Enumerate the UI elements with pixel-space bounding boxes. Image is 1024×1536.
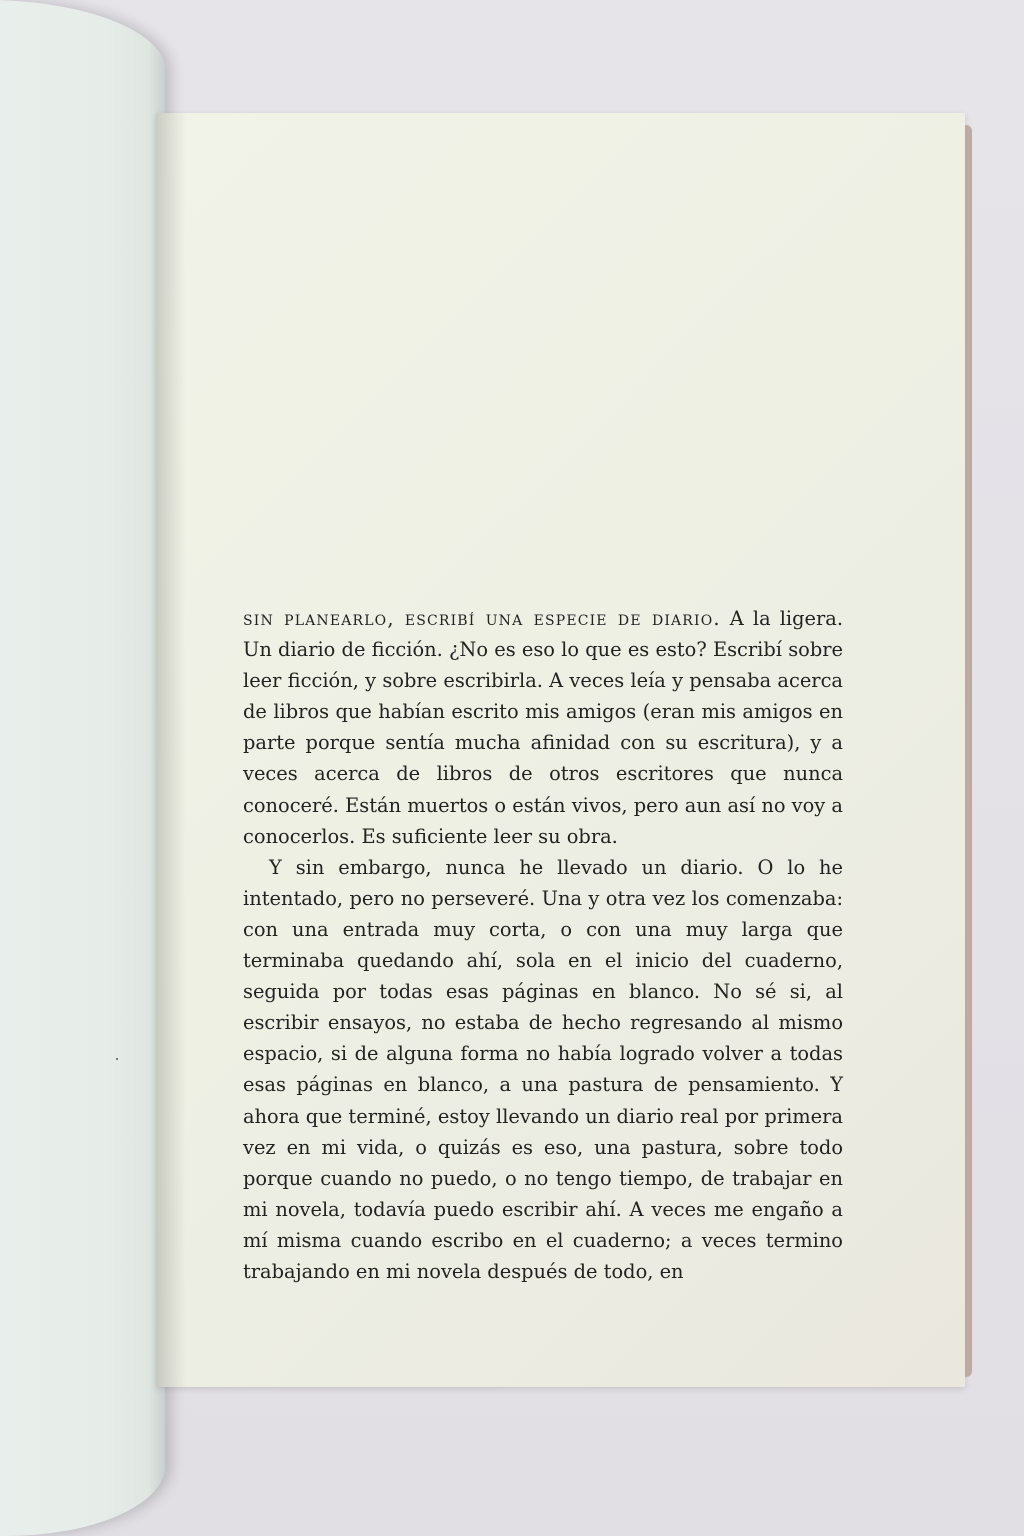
left-page — [0, 0, 165, 1536]
paragraph-2: Y sin embargo, nunca he llevado un diario. O lo he intentado, pero no perseveré. Una y otra vez los comenzaba: con una entrada muy corta, o con una muy larga que terminaba quedando ahí, sola en el inicio del cuaderno, seguida por todas esas páginas en blanco. No sé si, al escribir ensayos, no estaba de hecho regresando al mismo espacio, si de alguna forma no había logrado volver a todas esas páginas en blanco, a una pastura de pensamiento. Y ahora que terminé, estoy llevando un diario real por primera vez en mi vida, o quizás es eso, una pastura, sobre todo porque cuando no puedo, o no tengo tiempo, de trabajar en mi novela, todavía puedo escribir ahí. A veces me engaño a mí misma cuando escribo en el cuaderno; a veces termino trabajando en mi novela después de todo, en — [243, 855, 843, 1283]
gutter-shadow — [156, 113, 186, 1387]
show-through-text — [245, 180, 843, 296]
left-page-speck — [116, 1058, 118, 1060]
paragraph-1-lead: sin planearlo, escribí una especie de diario. — [243, 607, 721, 630]
paragraph-1-rest: A la ligera. Un diario de ficción. ¿No es eso lo que es esto? Escribí sobre leer ficción, y sobre escribirla. A veces leía y pensaba acerca de libros que habían escrito mis amigos (eran mis amigos en parte porque sentía mucha afinidad con su escritura), y a veces acerca de libros de otros escritores que nunca conoceré. Están muertos o están vivos, pero aun así no voy a conocerlos. Es suficiente leer su obra. — [243, 607, 844, 848]
paragraph-1 — [243, 603, 843, 852]
body-text — [243, 603, 843, 1287]
